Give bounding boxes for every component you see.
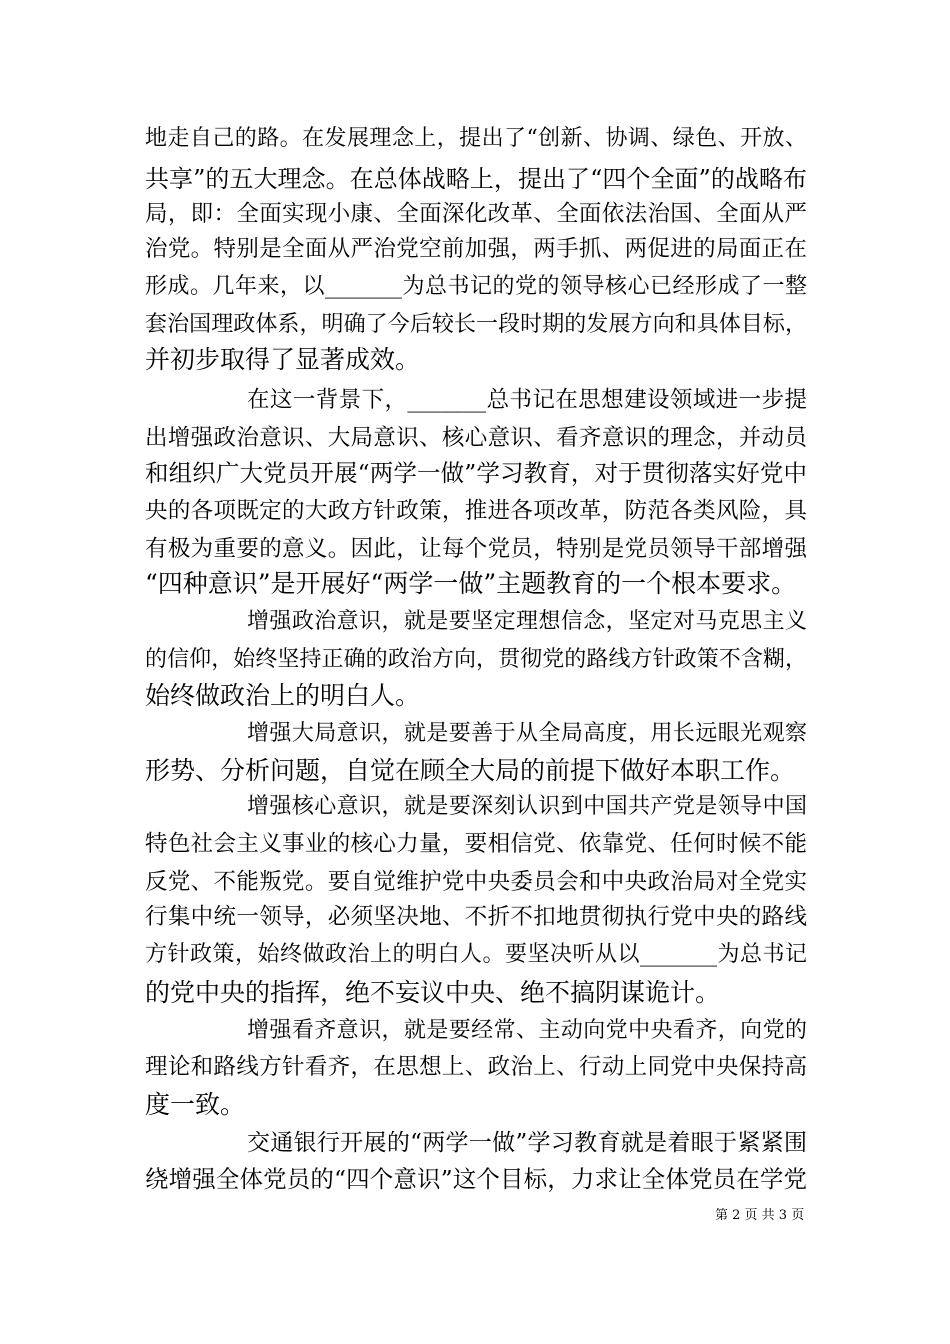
text-line: “四种意识”是开展好“两学一做”主题教育的一个根本要求。 — [145, 569, 797, 598]
text-line: 的信仰，始终坚持正确的政治方向，贯彻党的路线方针政策不含糊， — [145, 647, 807, 672]
text-line: 治党。特别是全面从严治党空前加强，两手抓、两促进的局面正在 — [145, 236, 807, 262]
text-line: 行集中统一领导，必须坚决地、不折不扣地贯彻执行党中央的路线 — [145, 904, 807, 930]
paragraph-first-line: 增强政治意识，就是要坚定理想信念，坚定对马克思主义 — [247, 609, 807, 634]
text-line: 局，即：全面实现小康、全面深化改革、全面依法治国、全面从严 — [145, 201, 807, 227]
text-line: 出增强政治意识、大局意识、核心意识、看齐意识的理念，并动员 — [145, 425, 807, 451]
text-line: 绕增强全体党员的“四个意识”这个目标，力求让全体党员在学党 — [145, 1165, 807, 1193]
text-line: 套治国理政体系，明确了今后较长一段时期的发展方向和具体目标， — [145, 312, 807, 337]
paragraph-first-line: 在这一背景下，_______总书记在思想建设领域进一步提 — [247, 387, 807, 413]
text-line: 有极为重要的意义。因此，让每个党员，特别是党员领导干部增强 — [145, 536, 807, 562]
text-line: 方针政策，始终做政治上的明白人。要坚决听从以_______为总书记 — [145, 942, 807, 967]
page-number-footer: 第 2 页 共 3 页 — [715, 1208, 805, 1223]
paragraph-first-line: 增强核心意识，就是要深刻认识到中国共产党是领导中国 — [247, 794, 807, 819]
text-line: 并初步取得了显著成效。 — [145, 345, 421, 374]
text-line: 形势、分析问题，自觉在顾全大局的前提下做好本职工作。 — [145, 756, 796, 785]
text-line: 始终做政治上的明白人。 — [145, 681, 421, 710]
text-line: 共享”的五大理念。在总体战略上，提出了“四个全面”的战略布 — [145, 165, 807, 193]
text-line: 的党中央的指挥，绝不妄议中央、绝不搞阴谋诡计。 — [145, 978, 721, 1007]
text-line: 央的各项既定的大政方针政策，推进各项改革，防范各类风险，具 — [145, 498, 807, 524]
text-line: 形成。几年来，以_______为总书记的党的领导核心已经形成了一整 — [145, 274, 807, 299]
text-line: 地走自己的路。在发展理念上，提出了“创新、协调、绿色、开放、 — [145, 126, 807, 151]
text-line: 反党、不能叛党。要自觉维护党中央委员会和中央政治局对全党实 — [145, 869, 807, 895]
text-line: 特色社会主义事业的核心力量，要相信党、依靠党、任何时候不能 — [145, 831, 807, 857]
paragraph-first-line: 交通银行开展的“两学一做”学习教育就是着眼于紧紧围 — [247, 1130, 807, 1156]
text-line: 和组织广大党员开展“两学一做”学习教育，对于贯彻落实好党中 — [145, 459, 807, 487]
paragraph-first-line: 增强大局意识，就是要善于从全局高度，用长远眼光观察 — [247, 721, 807, 746]
text-line: 理论和路线方针看齐，在思想上、政治上、行动上同党中央保持高 — [145, 1054, 807, 1080]
paragraph-first-line: 增强看齐意识，就是要经常、主动向党中央看齐，向党的 — [247, 1018, 807, 1043]
text-line: 度一致。 — [145, 1090, 246, 1119]
